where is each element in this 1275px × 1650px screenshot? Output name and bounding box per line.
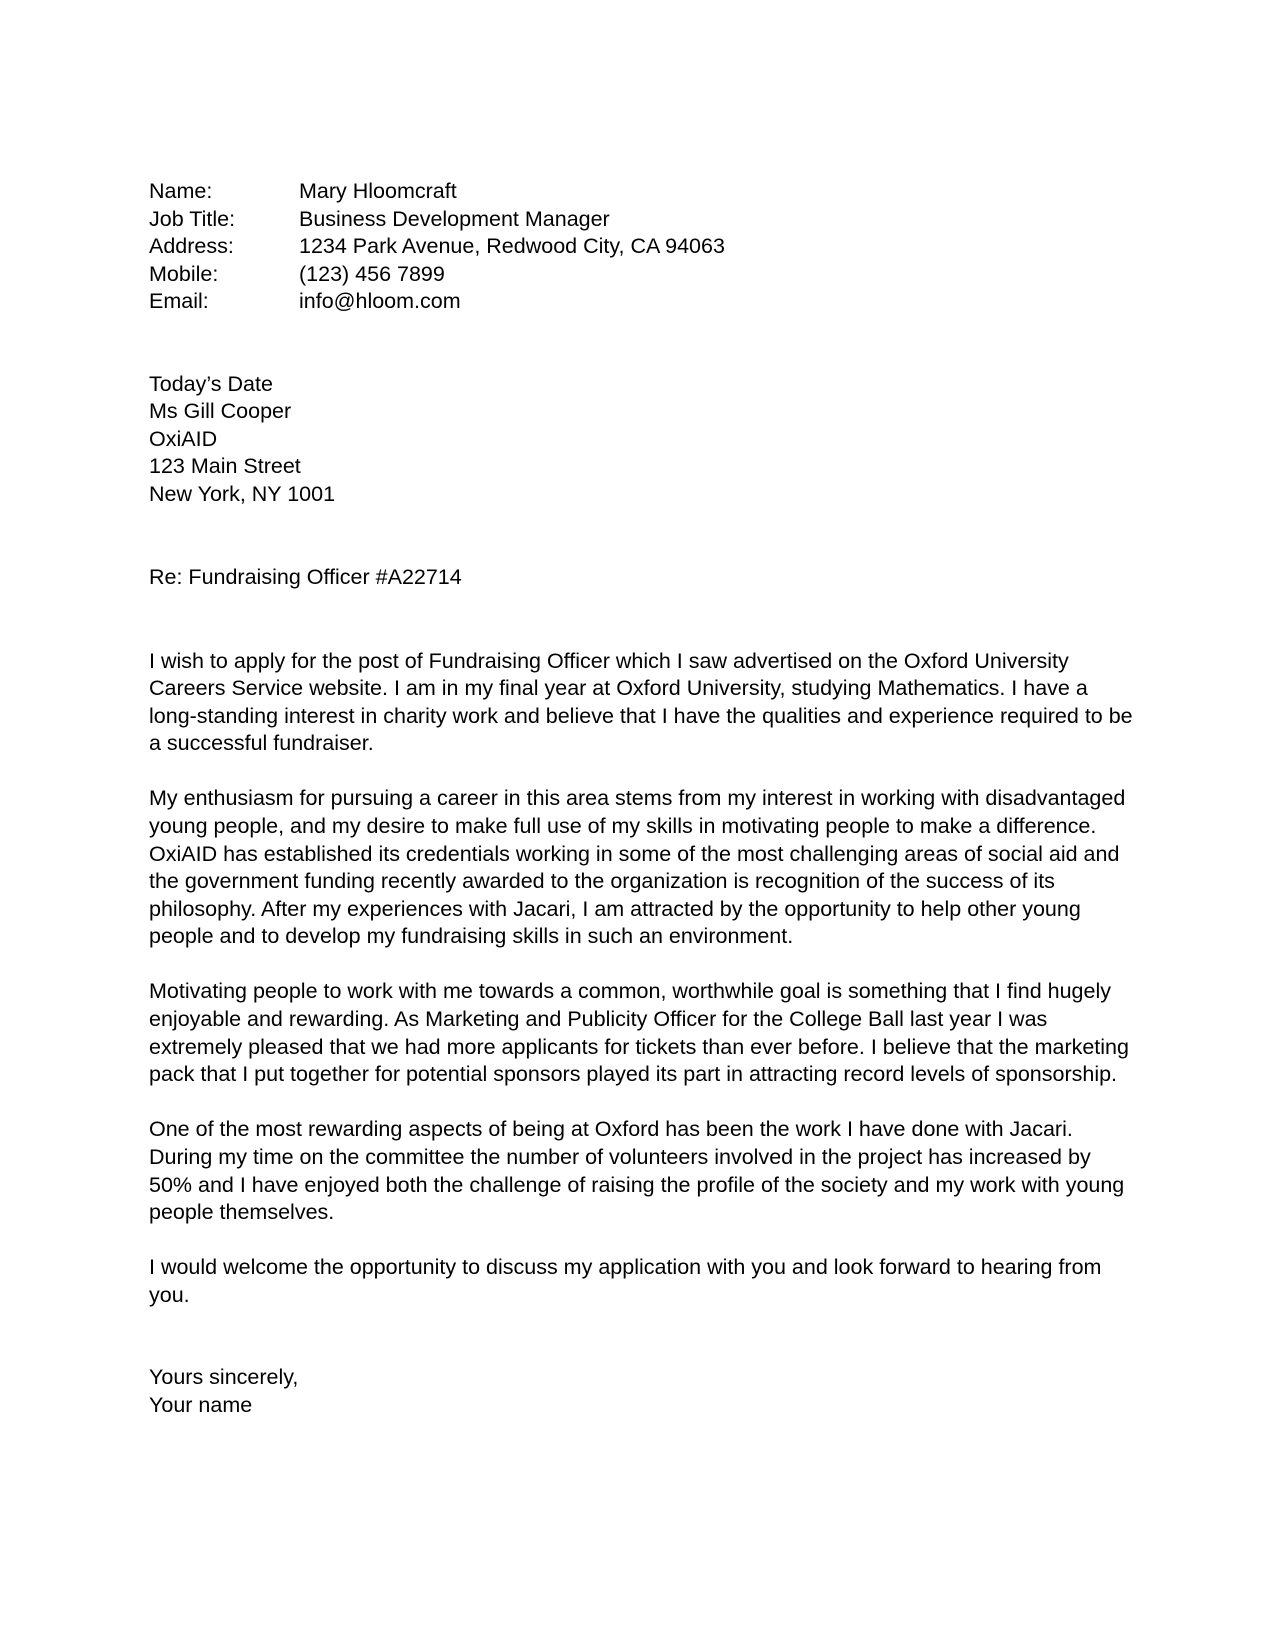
email-label: Email: — [149, 289, 209, 313]
body-paragraph: One of the most rewarding aspects of being at Oxford has been the work I have done with Jacari. During my time on the committee the number of volunteers involved in the project has increased by 50% and I have enjoyed both the challenge of raising the profile of the society and my work with young people themselves. — [149, 1117, 1125, 1225]
subject-line: Re: Fundraising Officer #A22714 — [149, 565, 462, 589]
body-paragraph: My enthusiasm for pursuing a career in this area stems from my interest in working with disadvantaged young people, and my desire to make full use of my skills in motivating people to make a difference. OxiAID has established its credentials working in some of the most challenging areas of social aid and the government funding recently awarded to the organization is recognition of the success of its philosophy. After my experiences with Jacari, I am attracted by the opportunity to help other young people and to develop my fundraising skills in such an environment. — [149, 786, 1126, 949]
cover-letter — [149, 178, 1139, 1419]
email-value: info@hloom.com — [299, 289, 461, 313]
address-label: Address: — [149, 234, 234, 258]
job-title-value: Business Development Manager — [299, 206, 610, 231]
address-value: 1234 Park Avenue, Redwood City, CA 94063 — [299, 234, 725, 258]
recipient-name: Ms Gill Cooper — [149, 399, 292, 423]
recipient-block — [149, 371, 1139, 509]
job-title-label: Job Title: — [149, 206, 236, 231]
closing-salutation: Yours sincerely, — [149, 1365, 299, 1390]
body-paragraph: I wish to apply for the post of Fundraising Officer which I saw advertised on the Oxford University Careers Service website. I am in my final year at Oxford University, studying Mathematics. I have a long-standing interest in charity work and believe that I have the qualities and experience required to be a successful fundraiser. — [149, 648, 1133, 756]
recipient-street: 123 Main Street — [149, 454, 301, 478]
recipient-city: New York, NY 1001 — [149, 481, 336, 506]
sender-details — [149, 178, 1139, 316]
mobile-label: Mobile: — [149, 261, 219, 286]
body-paragraph: I would welcome the opportunity to discuss my application with you and look forward to hearing from you. — [149, 1255, 1102, 1307]
recipient-company: OxiAID — [149, 426, 218, 451]
mobile-value: (123) 456 7899 — [299, 261, 445, 286]
closing-block — [149, 1364, 1139, 1419]
letter-body — [149, 648, 1139, 1310]
name-value: Mary Hloomcraft — [299, 179, 457, 203]
body-paragraph: Motivating people to work with me towards a common, worthwhile goal is something that I find hugely enjoyable and rewarding. As Marketing and Publicity Officer for the College Ball last year I was extremely pleased that we had more applicants for tickets than ever before. I believe that the marketing pack that I put together for potential sponsors played its part in attracting record levels of sponsorship. — [149, 979, 1129, 1087]
name-label: Name: — [149, 179, 213, 203]
signature-name: Your name — [149, 1392, 253, 1417]
letter-date: Today’s Date — [149, 371, 273, 396]
